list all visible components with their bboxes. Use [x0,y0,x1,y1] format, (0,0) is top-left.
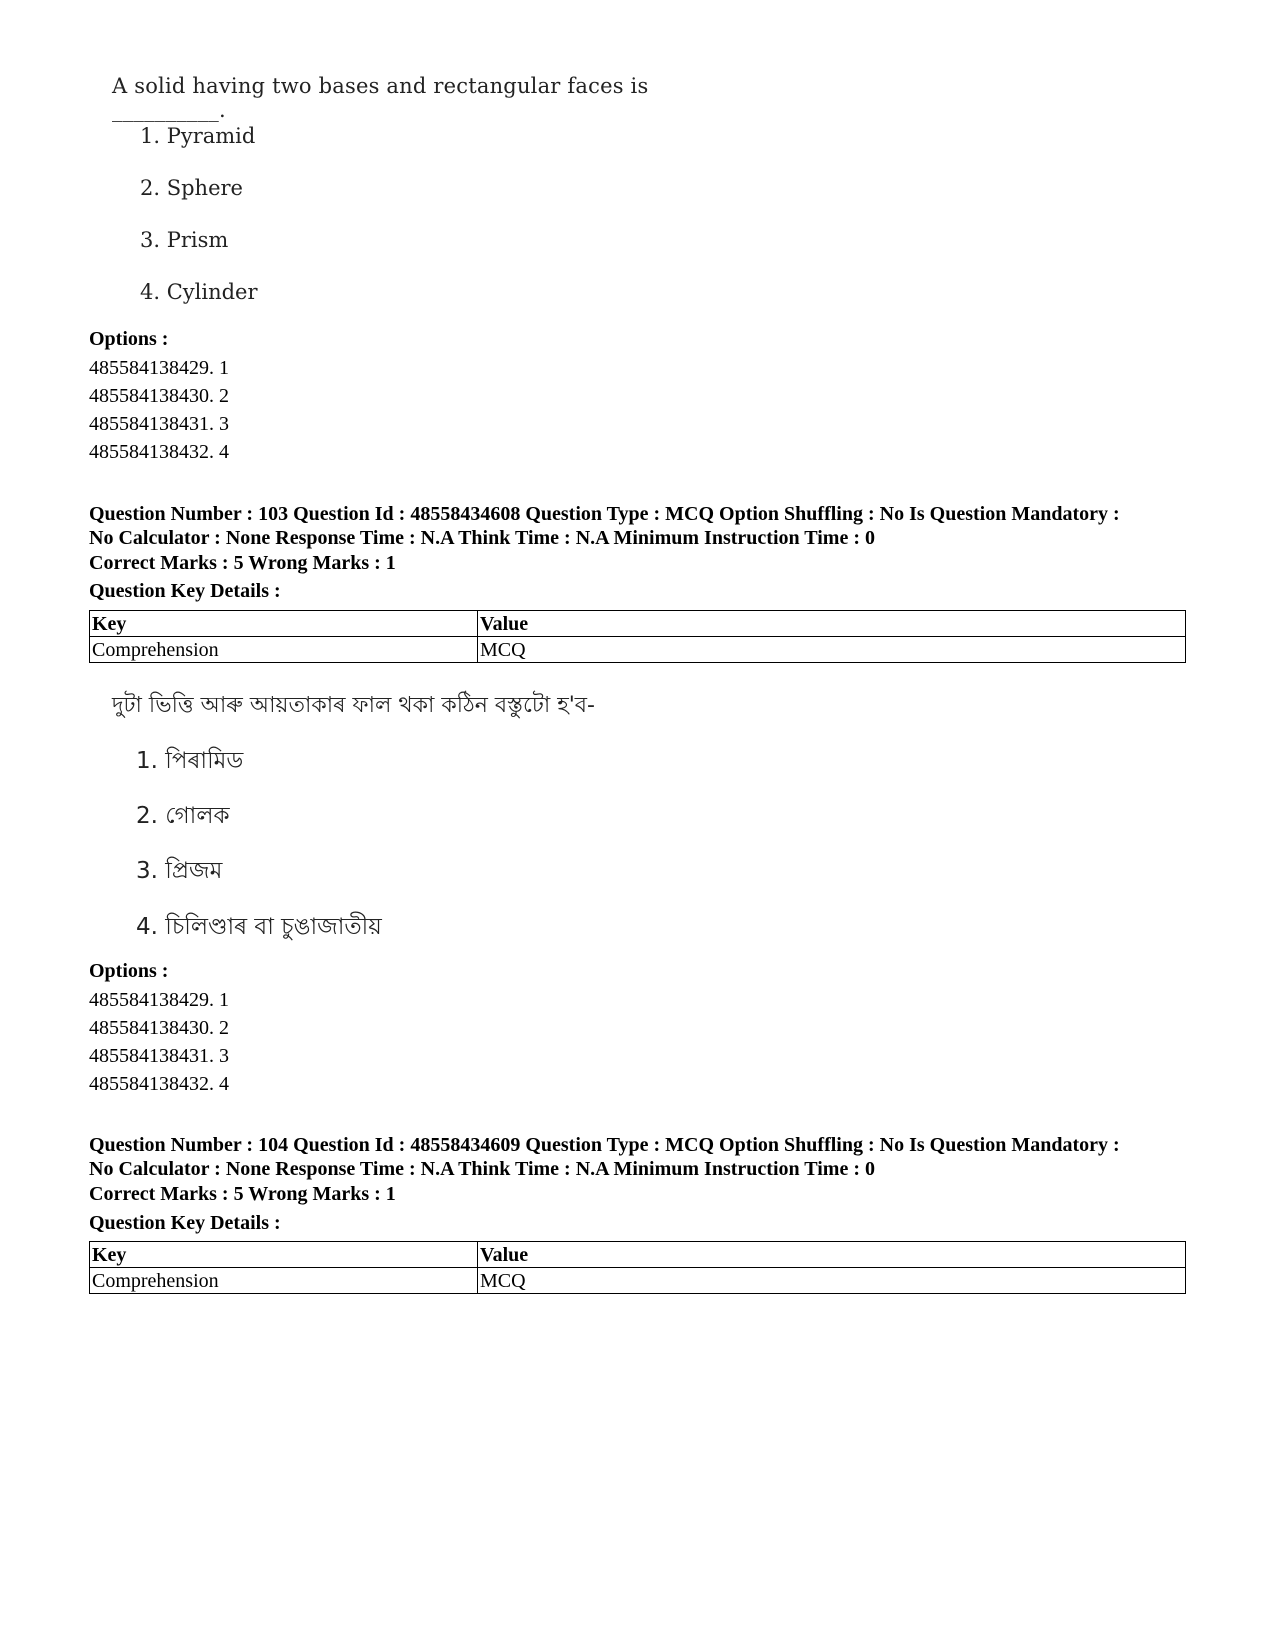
key-details-label: Question Key Details : [89,580,281,602]
choice-item: 1. পিৰামিড [136,748,244,774]
meta-line: No Calculator : None Response Time : N.A Think Time : N.A Minimum Instruction Time : 0 [89,1158,875,1180]
cell-value: MCQ [478,637,1186,663]
cell-key: Comprehension [90,1268,478,1294]
header-value: Value [478,611,1186,637]
choice-item: 2. Sphere [140,176,243,200]
table-header-row [90,1242,1186,1268]
marks-line: Correct Marks : 5 Wrong Marks : 1 [89,1183,396,1205]
meta-line: Question Number : 104 Question Id : 48558434609 Question Type : MCQ Option Shuffling : No Is Question Mandatory : [89,1134,1120,1156]
key-details-table [89,610,1186,663]
header-value: Value [478,1242,1186,1268]
option-item: 485584138431. 3 [89,413,229,435]
choice-item: 1. Pyramid [140,124,256,148]
meta-line: Question Number : 103 Question Id : 48558434608 Question Type : MCQ Option Shuffling : No Is Question Mandatory : [89,503,1120,525]
table-header-row [90,611,1186,637]
choice-item: 3. Prism [140,228,229,252]
header-key: Key [90,611,478,637]
question-meta [89,1133,1189,1181]
option-item: 485584138432. 4 [89,441,229,463]
option-item: 485584138430. 2 [89,385,229,407]
table-row [90,1268,1186,1294]
header-key: Key [90,1242,478,1268]
options-label: Options : [89,960,169,982]
key-details-label: Question Key Details : [89,1212,281,1234]
cell-value: MCQ [478,1268,1186,1294]
choice-item: 2. গোলক [136,803,230,829]
option-item: 485584138431. 3 [89,1045,229,1067]
question-stem: A solid having two bases and rectangular faces is __________. [112,74,649,122]
marks-line: Correct Marks : 5 Wrong Marks : 1 [89,552,396,574]
meta-line: No Calculator : None Response Time : N.A Think Time : N.A Minimum Instruction Time : 0 [89,527,875,549]
table-row [90,637,1186,663]
question-image-english [108,66,728,326]
option-item: 485584138430. 2 [89,1017,229,1039]
choice-item: 4. চিলিণ্ডাৰ বা চুঙাজাতীয় [136,914,382,940]
option-item: 485584138429. 1 [89,989,229,1011]
choice-item: 3. প্ৰিজম [136,858,223,884]
option-item: 485584138429. 1 [89,357,229,379]
question-meta [89,502,1189,550]
choice-item: 4. Cylinder [140,280,258,304]
option-item: 485584138432. 4 [89,1073,229,1095]
question-stem: দুটা ভিত্তি আৰু আয়তাকাৰ ফাল থকা কঠিন বস্তুটো হ'ব- [112,693,595,718]
options-list [89,986,229,1098]
options-list [89,354,229,466]
key-details-table [89,1241,1186,1294]
question-image-assamese [108,680,728,970]
options-label: Options : [89,328,169,350]
cell-key: Comprehension [90,637,478,663]
